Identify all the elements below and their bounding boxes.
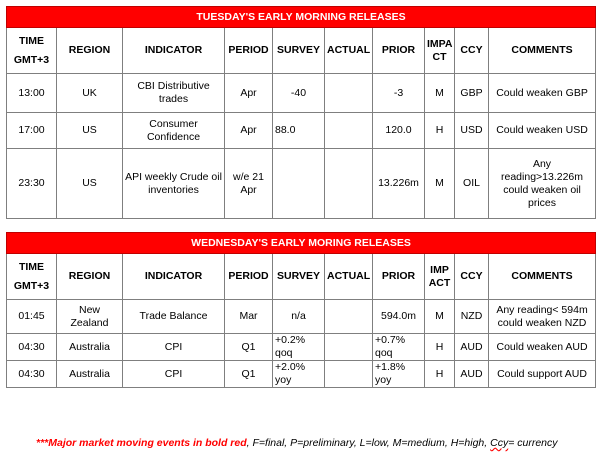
cell-survey: 88.0	[273, 113, 325, 149]
tuesday-title-row	[7, 7, 596, 28]
cell-impact: H	[425, 113, 455, 149]
wednesday-releases-table	[6, 232, 596, 388]
header-period: PERIOD	[225, 254, 273, 300]
cell-region: US	[57, 113, 123, 149]
cell-survey: -40	[273, 74, 325, 113]
header-prior: PRIOR	[373, 254, 425, 300]
cell-indicator: CPI	[123, 334, 225, 361]
cell-actual	[325, 361, 373, 388]
cell-period: Q1	[225, 361, 273, 388]
table-row	[7, 334, 596, 361]
tuesday-releases-table	[6, 6, 596, 219]
cell-impact: H	[425, 334, 455, 361]
header-indicator: INDICATOR	[123, 254, 225, 300]
cell-time: 01:45	[7, 300, 57, 334]
footnote-end: = currency	[508, 437, 558, 449]
header-prior: PRIOR	[373, 28, 425, 74]
cell-prior: -3	[373, 74, 425, 113]
header-ccy: CCY	[455, 28, 489, 74]
cell-time: 04:30	[7, 334, 57, 361]
header-actual: ACTUAL	[325, 254, 373, 300]
cell-region: UK	[57, 74, 123, 113]
cell-actual	[325, 334, 373, 361]
cell-impact: H	[425, 361, 455, 388]
table-row	[7, 149, 596, 219]
cell-prior: 120.0	[373, 113, 425, 149]
cell-period: Q1	[225, 334, 273, 361]
cell-ccy: AUD	[455, 361, 489, 388]
footnote-major-events: ***Major market moving events in bold red	[36, 437, 247, 449]
cell-ccy: USD	[455, 113, 489, 149]
cell-comments: Could weaken USD	[489, 113, 596, 149]
cell-impact: M	[425, 149, 455, 219]
tuesday-header-row	[7, 28, 596, 74]
footnote	[36, 436, 576, 451]
cell-survey: +0.2% qoq	[273, 334, 325, 361]
cell-region: New Zealand	[57, 300, 123, 334]
header-time	[7, 254, 57, 300]
cell-prior: +0.7% qoq	[373, 334, 425, 361]
wednesday-title: WEDNESDAY'S EARLY MORING RELEASES	[7, 233, 596, 254]
cell-ccy: NZD	[455, 300, 489, 334]
cell-comments: Any reading< 594m could weaken NZD	[489, 300, 596, 334]
tuesday-title: TUESDAY'S EARLY MORNING RELEASES	[7, 7, 596, 28]
header-comments: COMMENTS	[489, 28, 596, 74]
cell-indicator: Trade Balance	[123, 300, 225, 334]
cell-time: 04:30	[7, 361, 57, 388]
cell-survey: +2.0% yoy	[273, 361, 325, 388]
header-time	[7, 28, 57, 74]
cell-prior: +1.8% yoy	[373, 361, 425, 388]
header-period: PERIOD	[225, 28, 273, 74]
cell-survey: n/a	[273, 300, 325, 334]
cell-actual	[325, 149, 373, 219]
cell-impact: M	[425, 300, 455, 334]
wednesday-title-row	[7, 233, 596, 254]
cell-period: Apr	[225, 74, 273, 113]
cell-comments: Could support AUD	[489, 361, 596, 388]
cell-ccy: GBP	[455, 74, 489, 113]
cell-comments: Any reading>13.226m could weaken oil prices	[489, 149, 596, 219]
cell-region: Australia	[57, 334, 123, 361]
header-time-label: TIME	[18, 260, 45, 273]
header-actual: ACTUAL	[325, 28, 373, 74]
cell-comments: Could weaken AUD	[489, 334, 596, 361]
cell-prior: 594.0m	[373, 300, 425, 334]
cell-region: Australia	[57, 361, 123, 388]
cell-prior: 13.226m	[373, 149, 425, 219]
table-row	[7, 113, 596, 149]
cell-comments: Could weaken GBP	[489, 74, 596, 113]
cell-actual	[325, 113, 373, 149]
cell-actual	[325, 74, 373, 113]
table-row	[7, 74, 596, 113]
header-gmt-label: GMT+3	[13, 279, 50, 292]
table-row	[7, 361, 596, 388]
header-gmt-label: GMT+3	[13, 53, 50, 66]
cell-period: Apr	[225, 113, 273, 149]
header-survey: SURVEY	[273, 28, 325, 74]
header-impact: IMPA CT	[425, 28, 455, 74]
cell-impact: M	[425, 74, 455, 113]
cell-period: w/e 21 Apr	[225, 149, 273, 219]
header-comments: COMMENTS	[489, 254, 596, 300]
footnote-ccy: Ccy	[490, 437, 509, 449]
cell-indicator: CPI	[123, 361, 225, 388]
cell-ccy: AUD	[455, 334, 489, 361]
cell-time: 17:00	[7, 113, 57, 149]
header-time-label: TIME	[18, 34, 45, 47]
header-region: REGION	[57, 254, 123, 300]
cell-time: 23:30	[7, 149, 57, 219]
cell-period: Mar	[225, 300, 273, 334]
table-row	[7, 300, 596, 334]
header-indicator: INDICATOR	[123, 28, 225, 74]
cell-indicator: API weekly Crude oil inventories	[123, 149, 225, 219]
footnote-legend: , F=final, P=preliminary, L=low, M=medium, H=high,	[246, 437, 491, 449]
cell-survey	[273, 149, 325, 219]
header-region: REGION	[57, 28, 123, 74]
header-ccy: CCY	[455, 254, 489, 300]
header-impact: IMP ACT	[425, 254, 455, 300]
cell-ccy: OIL	[455, 149, 489, 219]
wednesday-header-row	[7, 254, 596, 300]
cell-time: 13:00	[7, 74, 57, 113]
cell-indicator: CBI Distributive trades	[123, 74, 225, 113]
cell-indicator: Consumer Confidence	[123, 113, 225, 149]
cell-actual	[325, 300, 373, 334]
cell-region: US	[57, 149, 123, 219]
header-survey: SURVEY	[273, 254, 325, 300]
